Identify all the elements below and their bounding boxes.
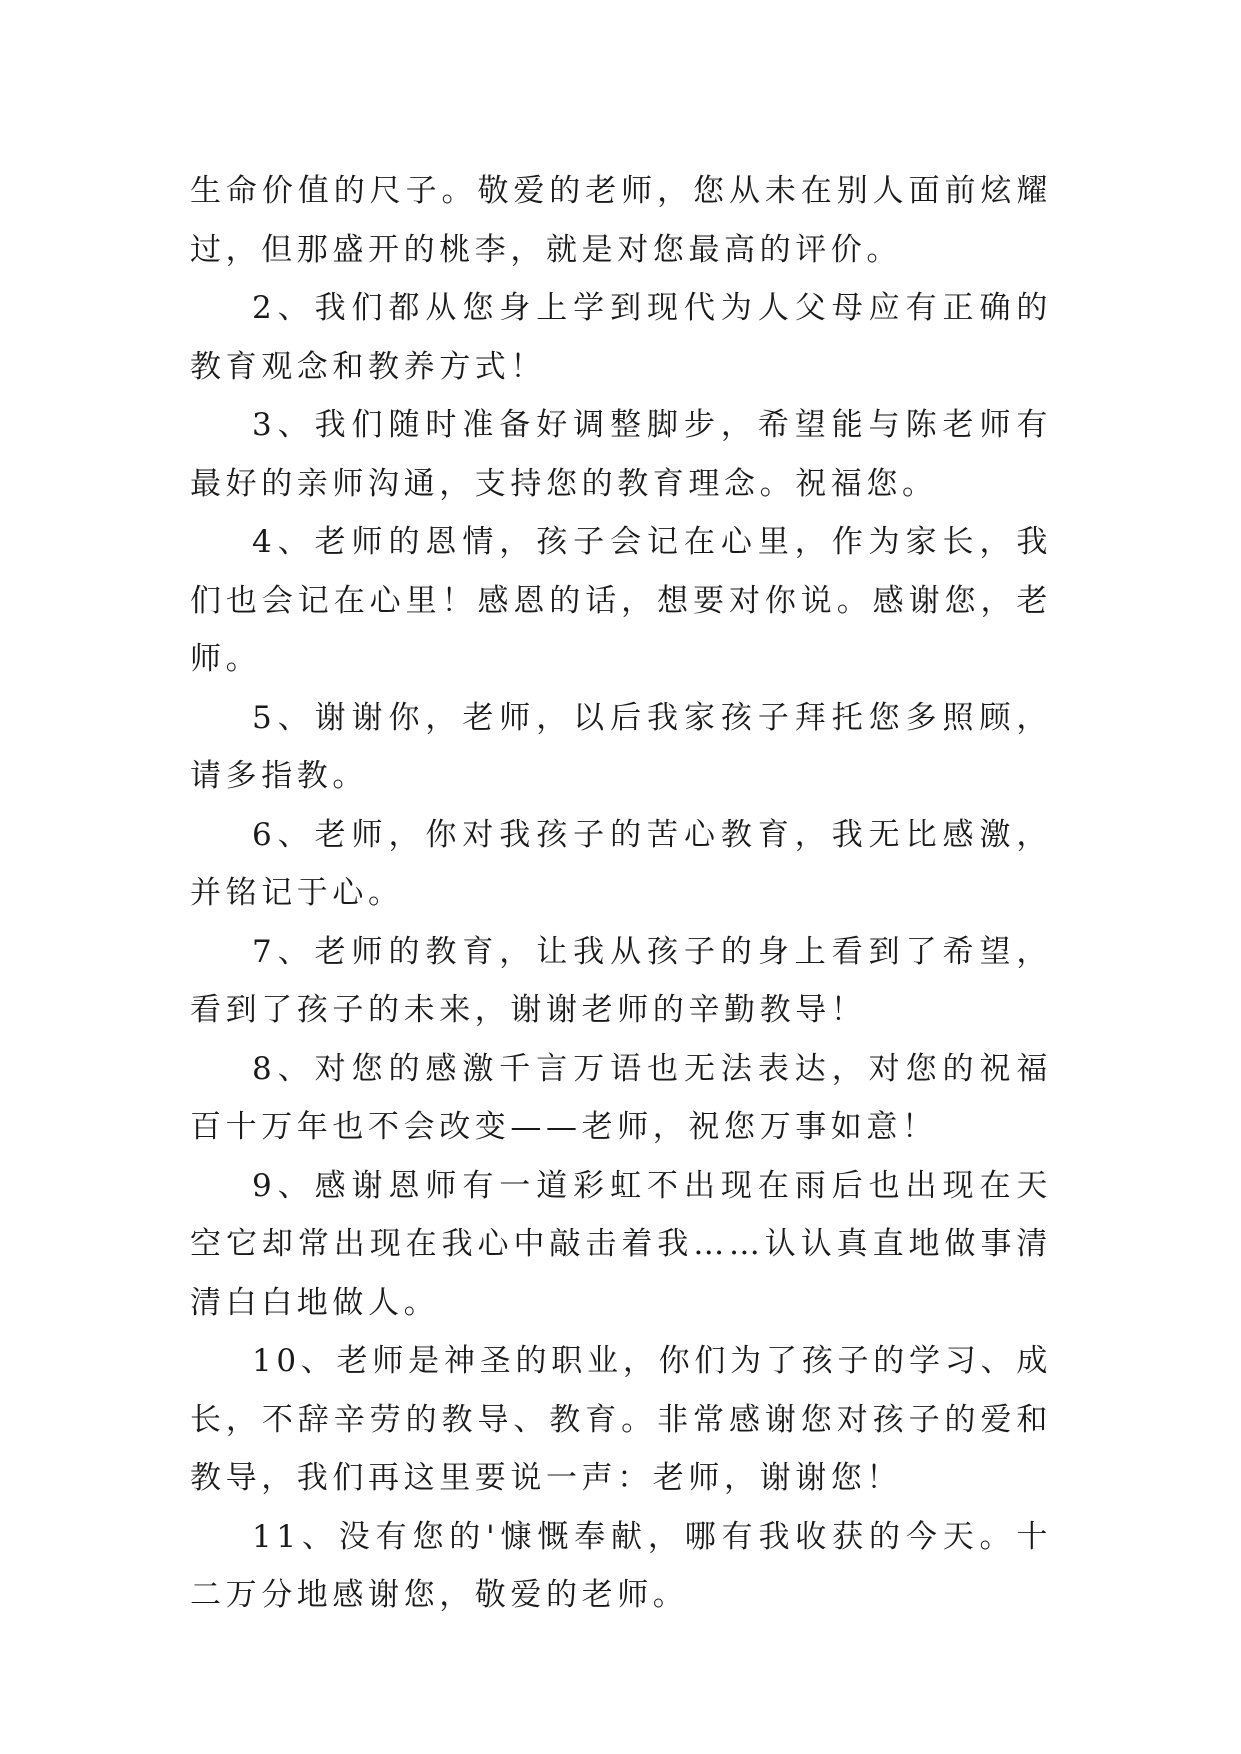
paragraph-item-7: 7、老师的教育，让我从孩子的身上看到了希望，看到了孩子的未来，谢谢老师的辛勤教导！ [190, 933, 1052, 1028]
paragraph-item-10: 10、老师是神圣的职业，你们为了孩子的学习、成长，不辞辛劳的教导、教育。非常感谢您对孩子的爱和教导，我们再这里要说一声：老师，谢谢您！ [190, 1343, 1052, 1496]
paragraph-item-8: 8、对您的感激千言万语也无法表达，对您的祝福百十万年也不会改变——老师，祝您万事如意！ [190, 1050, 1052, 1145]
paragraph-item-11: 11、没有您的'慷慨奉献，哪有我收获的今天。十二万分地感谢您，敬爱的老师。 [190, 1518, 1052, 1613]
paragraph-item-6: 6、老师，你对我孩子的苦心教育，我无比感激，并铭记于心。 [190, 816, 1052, 911]
paragraph-continuation: 生命价值的尺子。敬爱的老师，您从未在别人面前炫耀过，但那盛开的桃李，就是对您最高的评价。 [190, 173, 1052, 268]
document-body [190, 162, 1052, 1625]
paragraph-item-3: 3、我们随时准备好调整脚步，希望能与陈老师有最好的亲师沟通，支持您的教育理念。祝福您。 [190, 407, 1052, 502]
paragraph-item-5: 5、谢谢你，老师，以后我家孩子拜托您多照顾，请多指教。 [190, 699, 1052, 794]
paragraph-item-9: 9、感谢恩师有一道彩虹不出现在雨后也出现在天空它却常出现在我心中敲击着我……认认真直地做事清清白白地做人。 [190, 1167, 1052, 1321]
paragraph-item-4: 4、老师的恩情，孩子会记在心里，作为家长，我们也会记在心里！感恩的话，想要对你说。感谢您，老师。 [190, 524, 1052, 677]
paragraph-item-2: 2、我们都从您身上学到现代为人父母应有正确的教育观念和教养方式！ [190, 290, 1052, 385]
